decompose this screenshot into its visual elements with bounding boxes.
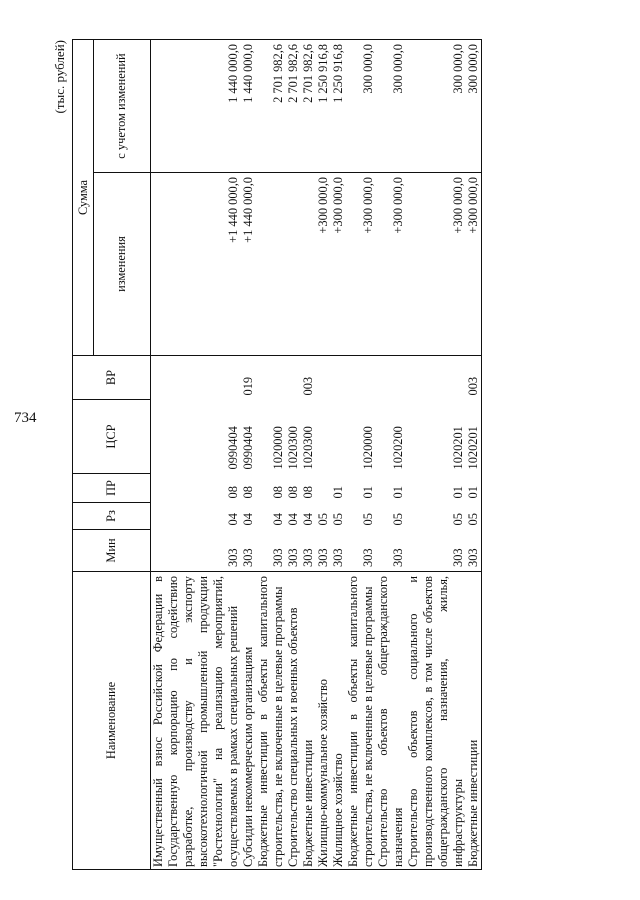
row-total: 1 250 916,8: [331, 40, 346, 173]
row-change: [256, 173, 286, 356]
row-pr: [316, 474, 331, 503]
row-min: 303: [241, 530, 256, 572]
page-number: 734: [14, 410, 37, 426]
table-row: [301, 40, 316, 870]
row-name: Субсидии некоммерческим организациям: [241, 572, 256, 870]
table-row: [316, 40, 331, 870]
row-vr: [286, 356, 301, 400]
row-pr: 01: [361, 486, 375, 499]
units-label: (тыс. рублей): [52, 40, 67, 114]
row-pr: 08: [226, 486, 240, 499]
row-change: [301, 173, 316, 356]
row-rz: 05: [316, 513, 330, 526]
row-total: 300 000,0: [406, 40, 466, 173]
row-name: Имущественный взнос Российской Федерации в Государственную корпорацию по содействию разработке, производству и экспорту высокотехнологичной промышленной продукции "Ростехнологии" на реализацию мероприятий, осуществляемых в рамках специальных решений: [151, 572, 242, 870]
header-name: Наименование: [73, 572, 151, 870]
header-sum: Сумма: [73, 40, 94, 356]
row-min: 303: [466, 530, 482, 572]
table-row: [406, 40, 466, 870]
row-total: 2 701 982,6: [256, 40, 286, 173]
row-csr: 1020300: [286, 426, 300, 470]
row-rz: 05: [331, 513, 345, 526]
row-vr: [256, 356, 286, 400]
row-name: Бюджетные инвестиции в объекты капитального строительства, не включенные в целевые программы: [256, 572, 286, 870]
row-min: 303: [286, 530, 301, 572]
row-csr: 1020200: [391, 426, 405, 470]
row-csr: 0990404: [241, 426, 255, 470]
row-vr: [376, 356, 406, 400]
header-min: Мин: [73, 530, 151, 572]
header-row: [73, 40, 94, 870]
row-rz: 04: [241, 513, 255, 526]
row-rz: 04: [301, 513, 315, 526]
row-min: 303: [301, 530, 316, 572]
row-total: 300 000,0: [346, 40, 376, 173]
table-row: [331, 40, 346, 870]
row-name: Строительство объектов общегражданского назначения: [376, 572, 406, 870]
row-change: [286, 173, 301, 356]
header-rz: Рз: [73, 503, 151, 530]
row-min: 303: [256, 530, 286, 572]
row-min: 303: [316, 530, 331, 572]
row-pr: 01: [331, 486, 345, 499]
row-min: 303: [376, 530, 406, 572]
row-change: +1 440 000,0: [241, 173, 256, 356]
row-rz: 04: [226, 513, 240, 526]
table-row: [286, 40, 301, 870]
row-total: 2 701 982,6: [286, 40, 301, 173]
row-pr: 08: [271, 486, 285, 499]
header-csr: ЦСР: [73, 400, 151, 474]
header-pr: ПР: [73, 474, 151, 503]
rotated-page-content: [50, 40, 605, 870]
row-csr: 1020201: [451, 426, 465, 470]
budget-table: [72, 39, 482, 870]
row-min: 303: [331, 530, 346, 572]
row-vr: [406, 356, 466, 400]
row-vr: [151, 356, 242, 400]
row-vr: [316, 356, 331, 400]
row-change: +300 000,0: [376, 173, 406, 356]
row-csr: 1020000: [271, 426, 285, 470]
table-row: [376, 40, 406, 870]
row-rz: 05: [391, 513, 405, 526]
row-name: Бюджетные инвестиции в объекты капитального строительства, не включенные в целевые программы: [346, 572, 376, 870]
row-pr: 08: [241, 486, 255, 499]
row-vr: 019: [241, 356, 256, 400]
row-name: Жилищное хозяйство: [331, 572, 346, 870]
table-row: [256, 40, 286, 870]
row-rz: 05: [451, 513, 465, 526]
header-with-changes: с учетом изменений: [94, 40, 151, 173]
table-row: [241, 40, 256, 870]
row-change: +300 000,0: [466, 173, 482, 356]
row-change: +300 000,0: [406, 173, 466, 356]
row-name: Строительство объектов социального и производственного комплексов, в том числе объектов общегражданского назначения, жилья, инфраструктуры: [406, 572, 466, 870]
row-min: 303: [346, 530, 376, 572]
row-change: +300 000,0: [331, 173, 346, 356]
row-total: 300 000,0: [466, 40, 482, 173]
table-row: [466, 40, 482, 870]
row-total: 1 250 916,8: [316, 40, 331, 173]
row-change: +1 440 000,0: [151, 173, 242, 356]
row-total: 300 000,0: [376, 40, 406, 173]
row-pr: 01: [466, 474, 482, 503]
header-vr: ВР: [73, 356, 151, 400]
row-vr: [331, 356, 346, 400]
row-pr: 01: [391, 486, 405, 499]
header-changes: изменения: [94, 173, 151, 356]
row-name: Жилищно-коммунальное хозяйство: [316, 572, 331, 870]
row-vr: [346, 356, 376, 400]
row-vr: 003: [301, 356, 316, 400]
row-csr: 0990404: [226, 426, 240, 470]
row-rz: 04: [271, 513, 285, 526]
table-row: [346, 40, 376, 870]
row-name: Строительство специальных и военных объектов: [286, 572, 301, 870]
row-rz: 04: [286, 513, 300, 526]
row-change: +300 000,0: [316, 173, 331, 356]
row-total: 1 440 000,0: [241, 40, 256, 173]
row-pr: 01: [451, 486, 465, 499]
row-name: Бюджетные инвестиции: [301, 572, 316, 870]
row-total: 1 440 000,0: [151, 40, 242, 173]
row-rz: 05: [361, 513, 375, 526]
row-vr: 003: [466, 356, 482, 400]
row-rz: 05: [466, 503, 482, 530]
row-csr: 1020201: [466, 400, 482, 474]
row-csr: 1020300: [301, 426, 315, 470]
table-row: [151, 40, 242, 870]
row-pr: 08: [301, 486, 315, 499]
row-min: 303: [151, 530, 242, 572]
row-csr: [331, 400, 346, 474]
row-csr: [316, 400, 331, 474]
row-total: 2 701 982,6: [301, 40, 316, 173]
row-min: 303: [406, 530, 466, 572]
row-csr: 1020000: [361, 426, 375, 470]
row-pr: 08: [286, 486, 300, 499]
row-name: Бюджетные инвестиции: [466, 572, 482, 870]
row-change: +300 000,0: [346, 173, 376, 356]
